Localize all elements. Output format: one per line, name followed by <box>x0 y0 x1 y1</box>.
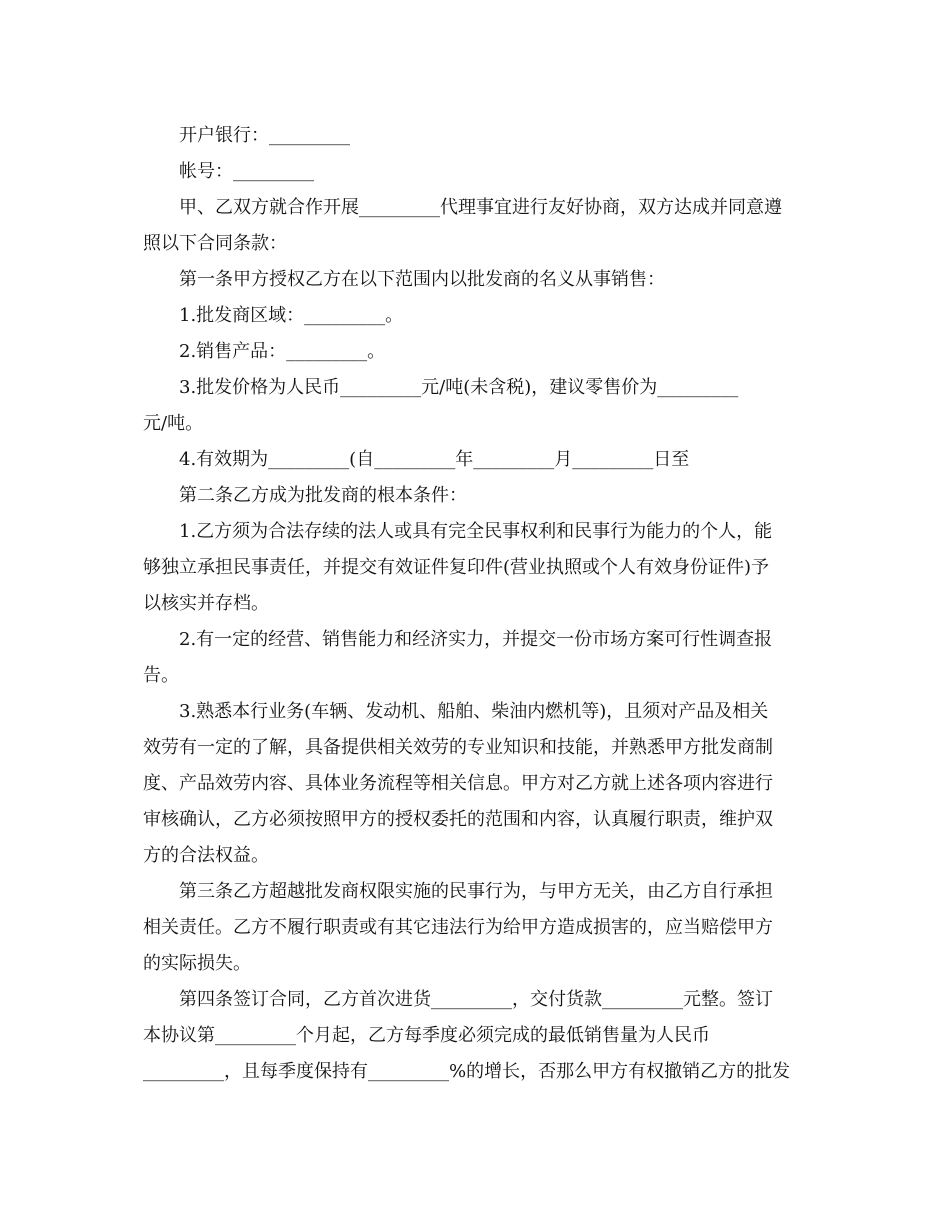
text-line: 度、产品效劳内容、具体业务流程等相关信息。甲方对乙方就上述各项内容进行 <box>143 773 773 794</box>
text-line: 照以下合同条款： <box>143 233 287 254</box>
text-line: 开户银行：_________ <box>179 125 350 146</box>
text-line: 的实际损失。 <box>143 953 251 974</box>
text-line: 第三条乙方超越批发商权限实施的民事行为，与甲方无关，由乙方自行承担 <box>179 881 773 902</box>
text-line: 以核实并存档。 <box>143 593 269 614</box>
text-line: 效劳有一定的了解，具备提供相关效劳的专业知识和技能，并熟悉甲方批发商制 <box>143 737 773 758</box>
text-line: 审核确认，乙方必须按照甲方的授权委托的范围和内容，认真履行职责，维护双 <box>143 809 773 830</box>
text-line: _________，且每季度保持有_________%的增长，否那么甲方有权撤销乙方的批发 <box>143 1061 791 1082</box>
text-line: 第四条签订合同，乙方首次进货_________，交付货款_________元整。签订 <box>179 989 773 1010</box>
text-line: 方的合法权益。 <box>143 845 269 866</box>
text-line: 相关责任。乙方不履行职责或有其它违法行为给甲方造成损害的，应当赔偿甲方 <box>143 917 773 938</box>
text-line: 2.销售产品：_________。 <box>179 341 386 362</box>
text-line: 甲、乙双方就合作开展_________代理事宜进行友好协商，双方达成并同意遵 <box>179 197 782 218</box>
text-line: 1.乙方须为合法存续的法人或具有完全民事权利和民事行为能力的个人，能 <box>179 521 773 542</box>
document-body <box>143 118 803 1090</box>
text-line: 2.有一定的经营、销售能力和经济实力，并提交一份市场方案可行性调查报 <box>179 629 773 650</box>
text-line: 3.批发价格为人民币_________元/吨(未含税)，建议零售价为_________ <box>179 377 739 398</box>
text-line: 第一条甲方授权乙方在以下范围内以批发商的名义从事销售： <box>179 269 665 290</box>
text-line: 告。 <box>143 665 179 686</box>
text-line: 3.熟悉本行业务(车辆、发动机、船舶、柴油内燃机等)，且须对产品及相关 <box>179 701 769 722</box>
text-line: 4.有效期为_________(自_________年_________月_________日至 <box>179 449 690 470</box>
text-line: 帐号：_________ <box>179 161 314 182</box>
text-line: 本协议第_________个月起，乙方每季度必须完成的最低销售量为人民币 <box>143 1025 710 1046</box>
text-line: 1.批发商区域：_________。 <box>179 305 404 326</box>
text-line: 够独立承担民事责任，并提交有效证件复印件(营业执照或个人有效身份证件)予 <box>143 557 770 578</box>
text-line: 第二条乙方成为批发商的根本条件： <box>179 485 467 506</box>
text-line: 元/吨。 <box>143 413 204 434</box>
